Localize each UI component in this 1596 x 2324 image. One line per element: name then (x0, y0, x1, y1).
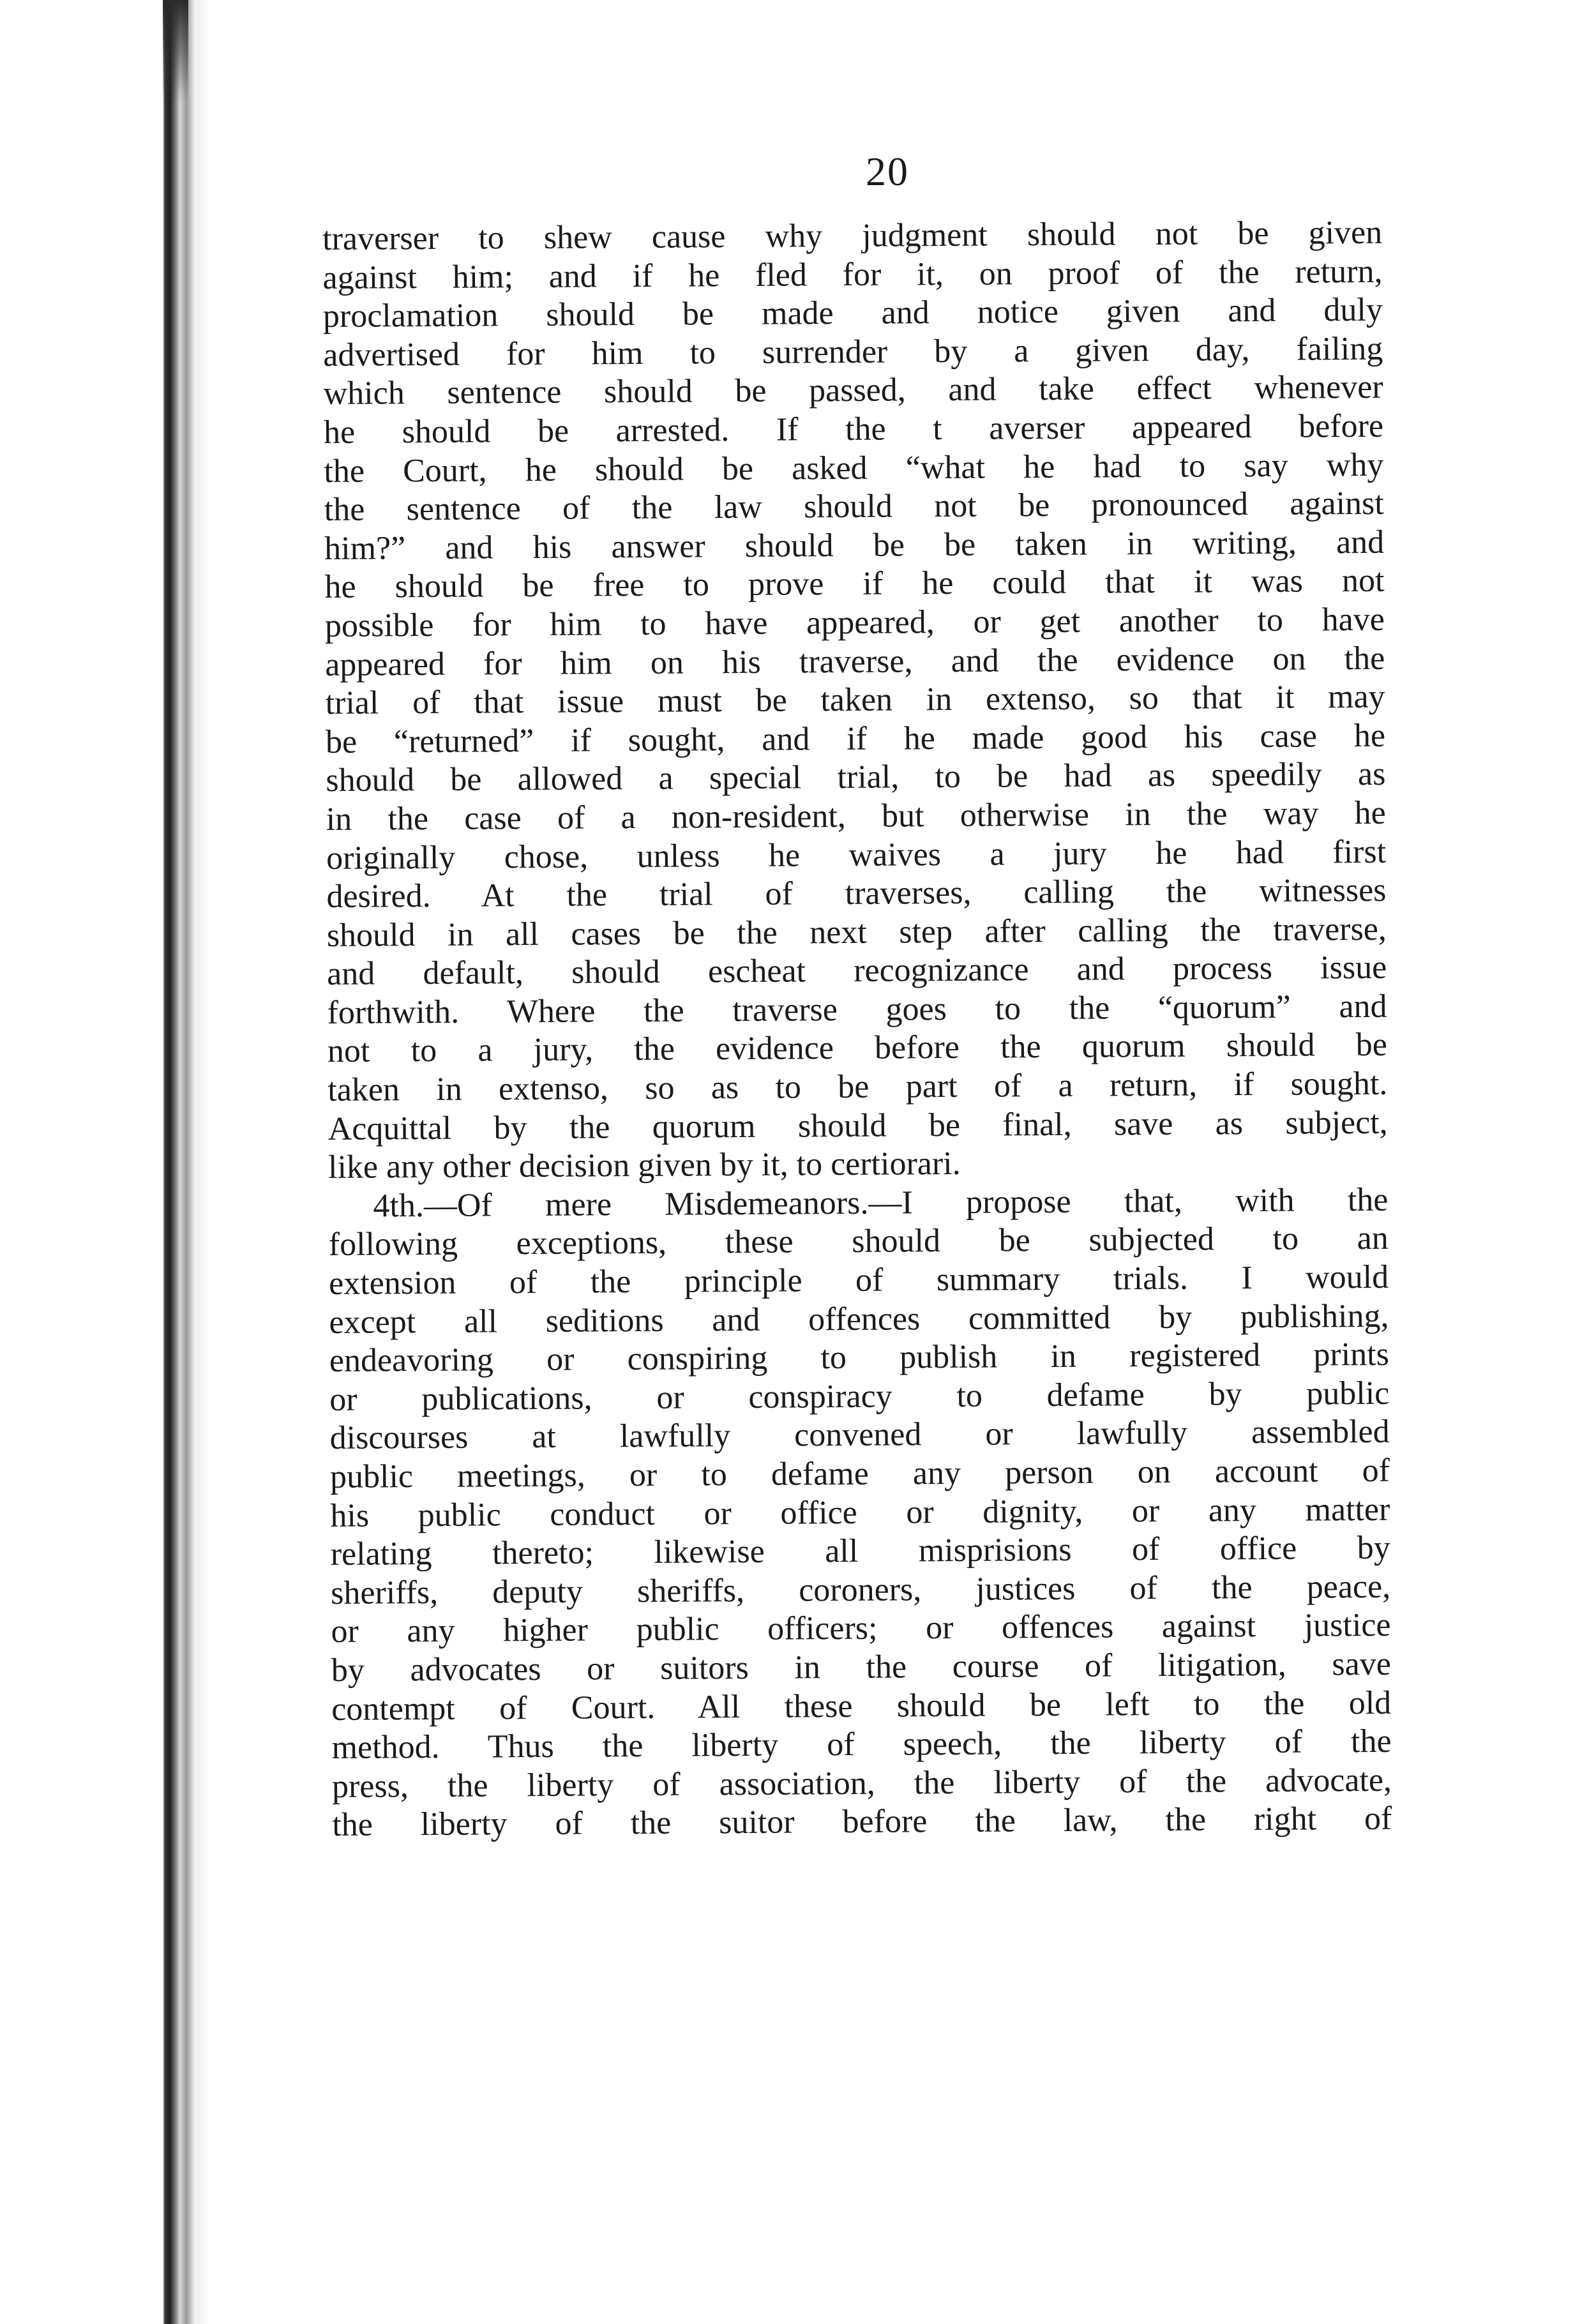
text-line: originally chose, unless he waives a jury he had first (326, 833, 1387, 877)
text-line: him?” and his answer should be be taken in writing, and (324, 524, 1385, 567)
text-line: appeared for him on his traverse, and the evidence on the (325, 640, 1385, 683)
text-line: the sentence of the law should not be pronounced against (324, 485, 1384, 529)
text-line: contempt of Court. All these should be left to the old (331, 1684, 1392, 1728)
page-gutter-edge (0, 0, 211, 2324)
text-line: should in all cases be the next step after calling the traverse, (326, 910, 1387, 954)
body-text (322, 214, 1394, 2174)
text-line: public meetings, or to defame any person on account of (329, 1452, 1390, 1495)
text-line: desired. At the trial of traverses, calling the witnesses (326, 871, 1387, 916)
section-heading-line: 4th.—Of mere Misdemeanors.—I propose that, with the (373, 1181, 1389, 1225)
text-line: forthwith. Where the traverse goes to the “quorum” and (327, 988, 1387, 1031)
text-line: trial of that issue must be taken in extenso, so that it may (325, 678, 1385, 722)
gutter-shadow (163, 0, 188, 102)
text-line: traverser to shew cause why judgment should not be given (322, 214, 1383, 257)
text-line: or any higher public officers; or offences against justice (331, 1607, 1391, 1650)
text-line: against him; and if he fled for it, on proof of the return, (322, 253, 1383, 296)
text-line: in the case of a non-resident, but otherwise in the way he (326, 794, 1386, 838)
text-line: proclamation should be made and notice given and duly (322, 292, 1383, 335)
text-line: press, the liberty of association, the liberty of the advocate, (331, 1762, 1392, 1805)
text-line: and default, should escheat recognizance and process issue (327, 949, 1387, 993)
text-line: Acquittal by the quorum should be final, save as subject, (327, 1104, 1388, 1147)
text-line: or publications, or conspiracy to defame by public (329, 1375, 1390, 1418)
text-line: advertised for him to surrender by a given day, failing (323, 330, 1383, 374)
text-line: possible for him to have appeared, or get another to have (324, 601, 1385, 644)
text-line: relating thereto; likewise all misprisions of office by (330, 1530, 1390, 1573)
text-line: the liberty of the suitor before the law, the right of (332, 1800, 1392, 1844)
text-line: extension of the principle of summary trials. I would (329, 1258, 1389, 1302)
text-line: discourses at lawfully convened or lawfully assembled (329, 1414, 1390, 1457)
text-line: the Court, he should be asked “what he had to say why (324, 446, 1384, 490)
text-line: sheriffs, deputy sheriffs, coroners, justices of the peace, (330, 1568, 1391, 1611)
text-line: following exceptions, these should be subjected to an (328, 1220, 1389, 1264)
text-line: like any other decision given by it, to certiorari. (327, 1145, 961, 1186)
text-line: be “returned” if sought, and if he made good his case he (325, 717, 1386, 760)
text-line: endeavoring or conspiring to publish in registered prints (329, 1336, 1390, 1380)
text-line: method. Thus the liberty of speech, the liberty of the (331, 1723, 1392, 1767)
page-number: 20 (866, 149, 909, 194)
text-line: not to a jury, the evidence before the quorum should be (327, 1027, 1388, 1070)
text-line: which sentence should be passed, and take effect whenever (323, 369, 1383, 412)
text-line: taken in extenso, so as to be part of a return, if sought. (327, 1065, 1388, 1109)
text-line: except all seditions and offences committed by publishing, (329, 1297, 1389, 1341)
text-line: by advocates or suitors in the course of litigation, save (331, 1645, 1392, 1689)
text-line: he should be free to prove if he could that it was not (324, 562, 1385, 606)
text-line: his public conduct or office or dignity, or any matter (330, 1491, 1390, 1534)
text-line: should be allowed a special trial, to be had as speedily as (326, 756, 1386, 799)
text-line: he should be arrested. If the t averser appeared before (323, 407, 1384, 451)
